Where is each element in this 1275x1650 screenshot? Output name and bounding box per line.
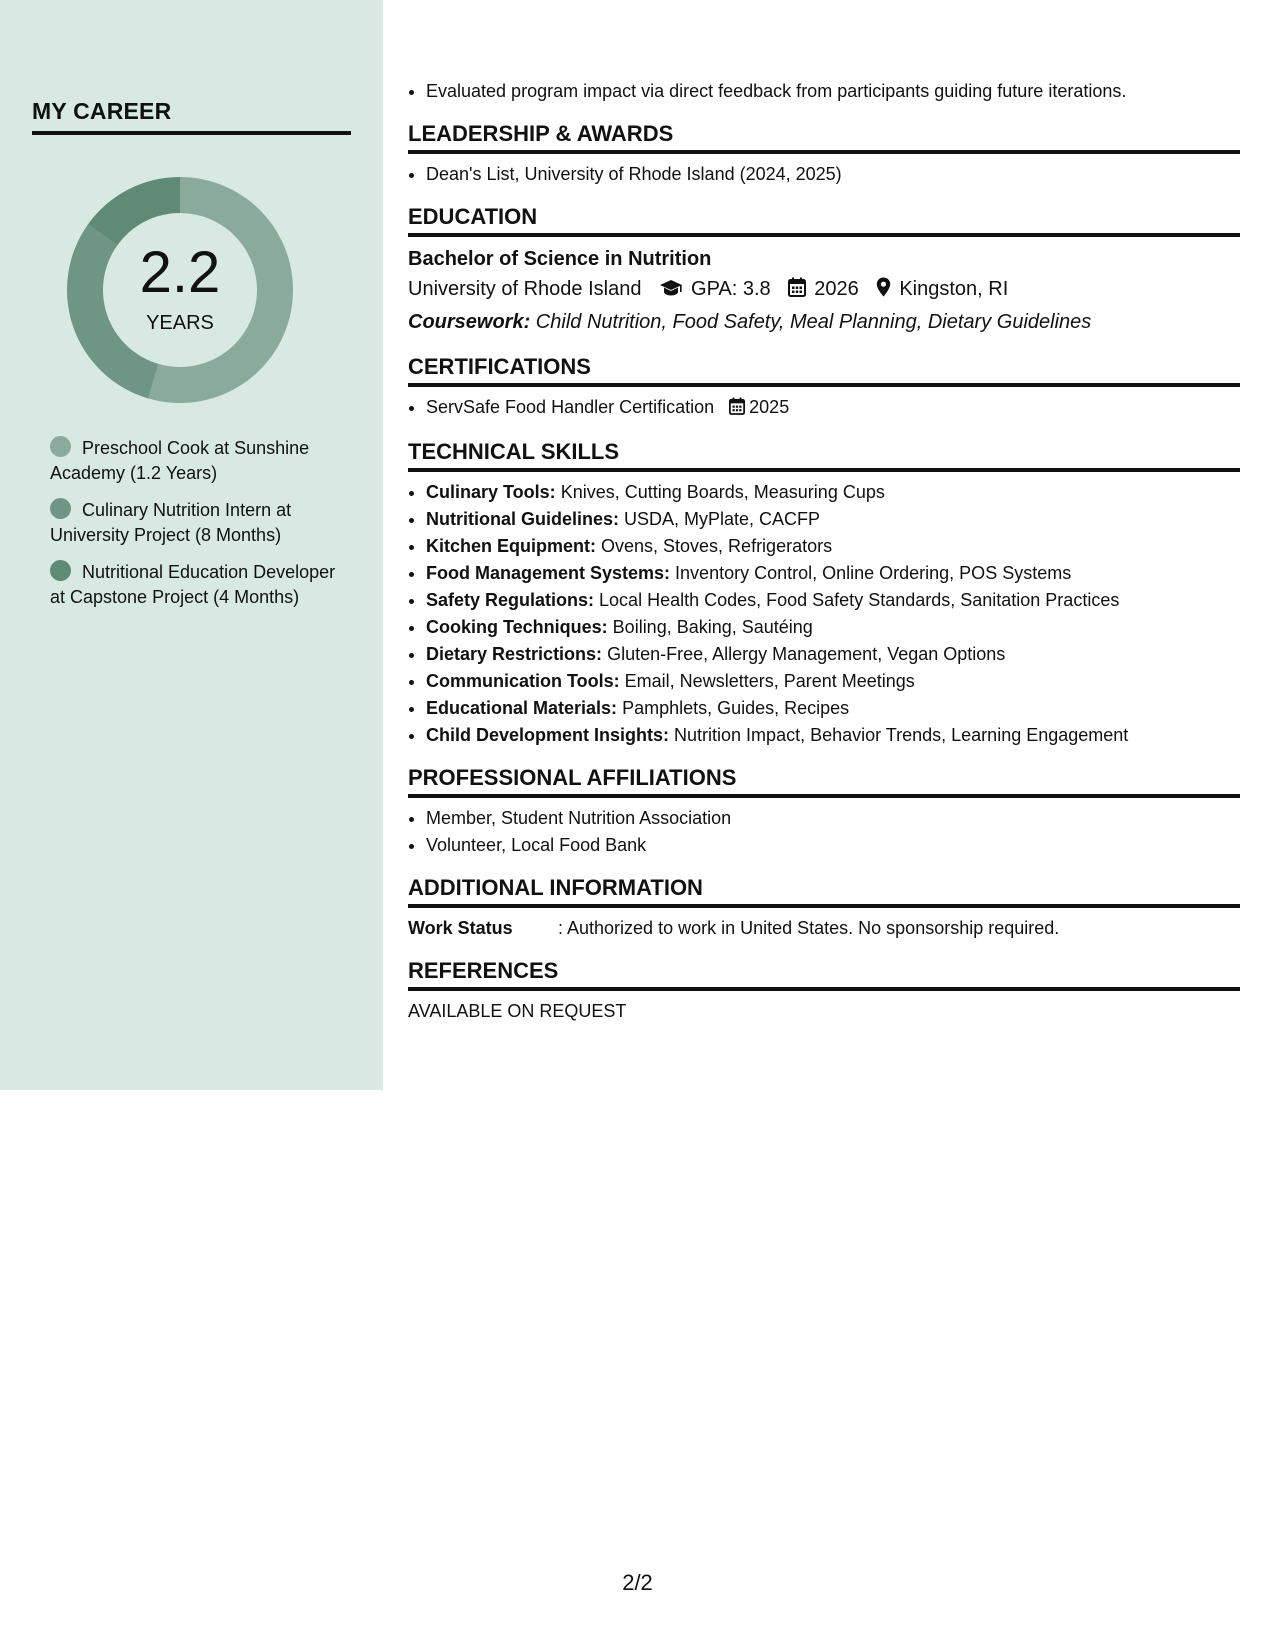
list-item	[426, 533, 1240, 560]
list-item	[426, 587, 1240, 614]
legend-item	[50, 436, 350, 486]
skill-value: Nutrition Impact, Behavior Trends, Learning Engagement	[669, 725, 1129, 745]
skill-value: USDA, MyPlate, CACFP	[619, 509, 821, 529]
skill-label: Communication Tools:	[426, 671, 620, 691]
career-legend	[50, 436, 350, 622]
legend-dot	[50, 498, 71, 519]
calendar-icon	[729, 396, 745, 423]
certifications-list	[408, 394, 1240, 423]
legend-item	[50, 560, 350, 610]
education-details	[408, 274, 1240, 307]
section-title-skills: TECHNICAL SKILLS	[408, 439, 1240, 472]
list-item	[426, 506, 1240, 533]
section-title-leadership: LEADERSHIP & AWARDS	[408, 121, 1240, 154]
affiliations-list	[408, 805, 1240, 859]
skill-label: Child Development Insights:	[426, 725, 670, 745]
map-pin-icon	[876, 276, 891, 307]
page-number: 2/2	[622, 1570, 653, 1595]
list-item: • Member, Student Nutrition Association	[426, 805, 1240, 832]
legend-dot	[50, 436, 71, 457]
calendar-icon	[788, 276, 806, 307]
legend-dot	[50, 560, 71, 581]
location: Kingston, RI	[899, 278, 1009, 300]
section-title-education: EDUCATION	[408, 204, 1240, 237]
experience-bullets	[408, 78, 1240, 105]
career-title: MY CAREER	[32, 98, 351, 135]
work-status-value: : Authorized to work in United States. No sponsorship required.	[558, 918, 1060, 938]
skill-label: Culinary Tools:	[426, 482, 556, 502]
skill-value: Knives, Cutting Boards, Measuring Cups	[555, 482, 885, 502]
list-item	[426, 560, 1240, 587]
skill-label: Dietary Restrictions:	[426, 644, 603, 664]
certification-year: 2025	[749, 397, 790, 417]
graduation-year: 2026	[814, 278, 859, 300]
list-item: • Dean's List, University of Rhode Island (2024, 2025)	[426, 161, 1240, 188]
skill-value: Email, Newsletters, Parent Meetings	[619, 671, 915, 691]
skill-value: Boiling, Baking, Sautéing	[607, 617, 813, 637]
list-item	[426, 695, 1240, 722]
work-status-label: Work Status	[408, 918, 513, 938]
legend-label: Preschool Cook at Sunshine Academy (1.2 Years)	[50, 438, 310, 483]
list-item	[426, 641, 1240, 668]
donut-center	[62, 172, 298, 408]
skill-label: Nutritional Guidelines:	[426, 509, 620, 529]
main-content	[408, 78, 1240, 1025]
skill-value: Inventory Control, Online Ordering, POS Systems	[670, 563, 1072, 583]
certification-date	[729, 397, 789, 417]
gpa: GPA: 3.8	[691, 278, 771, 300]
list-item	[426, 722, 1240, 749]
legend-item	[50, 498, 350, 548]
list-item: • Evaluated program impact via direct feedback from participants guiding future iterations.	[426, 78, 1240, 105]
skill-value: Pamphlets, Guides, Recipes	[617, 698, 850, 718]
section-title-affiliations: PROFESSIONAL AFFILIATIONS	[408, 765, 1240, 798]
certification-name: ServSafe Food Handler Certification	[426, 397, 715, 417]
sidebar	[0, 0, 383, 1090]
references-text: AVAILABLE ON REQUEST	[408, 1001, 627, 1021]
skill-value: Gluten-Free, Allergy Management, Vegan Options	[602, 644, 1006, 664]
list-item	[426, 394, 1240, 423]
skills-list	[408, 479, 1240, 749]
skill-label: Educational Materials:	[426, 698, 618, 718]
school-name: University of Rhode Island	[408, 278, 642, 300]
list-item: • Volunteer, Local Food Bank	[426, 832, 1240, 859]
list-item	[426, 614, 1240, 641]
work-status-row	[408, 915, 1240, 942]
coursework-list: Child Nutrition, Food Safety, Meal Planning, Dietary Guidelines	[530, 311, 1092, 333]
list-item	[426, 479, 1240, 506]
legend-label: Nutritional Education Developer at Capstone Project (4 Months)	[50, 562, 336, 607]
section-title-references: REFERENCES	[408, 958, 1240, 991]
skill-value: Ovens, Stoves, Refrigerators	[596, 536, 833, 556]
degree: Bachelor of Science in Nutrition	[408, 248, 712, 270]
graduation-cap-icon	[659, 276, 683, 307]
skill-label: Kitchen Equipment:	[426, 536, 596, 556]
list-item	[426, 668, 1240, 695]
skill-value: Local Health Codes, Food Safety Standards, Sanitation Practices	[594, 590, 1120, 610]
leadership-list	[408, 161, 1240, 188]
skill-label: Safety Regulations:	[426, 590, 595, 610]
coursework	[408, 307, 1240, 338]
skill-label: Cooking Techniques:	[426, 617, 608, 637]
skill-label: Food Management Systems:	[426, 563, 671, 583]
coursework-label: Coursework:	[408, 311, 531, 333]
section-title-additional: ADDITIONAL INFORMATION	[408, 875, 1240, 908]
total-years-unit: YEARS	[146, 312, 214, 334]
section-title-certifications: CERTIFICATIONS	[408, 354, 1240, 387]
total-years-value: 2.2	[139, 240, 221, 305]
legend-label: Culinary Nutrition Intern at University Project (8 Months)	[50, 500, 292, 545]
